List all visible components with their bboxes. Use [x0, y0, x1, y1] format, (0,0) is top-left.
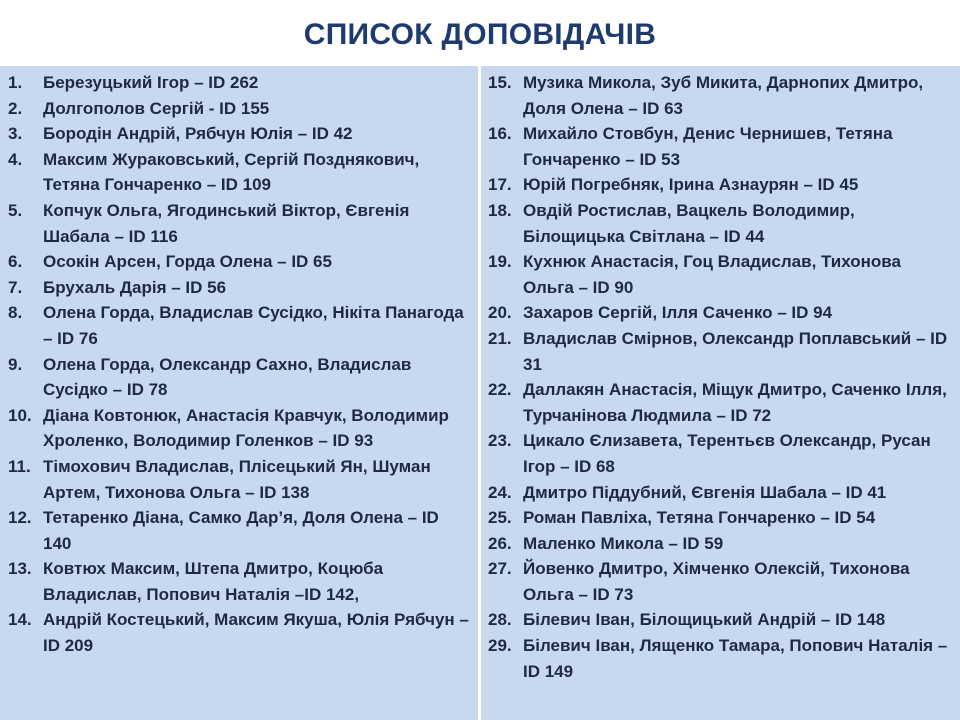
- item-speakers-text: Цикало Єлизавета, Терентьєв Олександр, Русан Ігор – ID 68: [523, 431, 931, 476]
- speaker-list-item: [8, 198, 470, 249]
- item-number: 13.: [8, 559, 32, 579]
- item-number: 7.: [8, 277, 23, 297]
- item-number: 26.: [488, 533, 512, 553]
- item-speakers-text: Дмитро Піддубний, Євгенія Шабала – ID 41: [523, 482, 887, 502]
- item-speakers-text: Брухаль Дарія – ID 56: [43, 277, 227, 297]
- item-number: 19.: [488, 252, 512, 272]
- speaker-list-item: [488, 300, 952, 326]
- item-number: 18.: [488, 200, 512, 220]
- item-speakers-text: Березуцький Ігор – ID 262: [43, 73, 259, 92]
- speaker-list-item: [488, 326, 952, 377]
- speaker-list-item: [8, 607, 470, 658]
- speaker-list-item: [488, 121, 952, 172]
- item-number: 12.: [8, 508, 32, 528]
- speaker-list-item: [488, 531, 952, 557]
- item-speakers-text: Михайло Стовбун, Денис Чернишев, Тетяна Гончаренко – ID 53: [523, 124, 893, 169]
- item-number: 17.: [488, 175, 512, 195]
- item-speakers-text: Діана Ковтонюк, Анастасія Кравчук, Володимир Хроленко, Володимир Голенков – ID 93: [43, 405, 449, 451]
- item-number: 15.: [488, 73, 512, 92]
- item-number: 27.: [488, 559, 512, 579]
- speaker-list-item: [8, 454, 470, 505]
- item-number: 28.: [488, 610, 512, 630]
- item-speakers-text: Юрій Погребняк, Ірина Азнаурян – ID 45: [523, 175, 859, 195]
- speaker-list-item: [8, 275, 470, 301]
- item-number: 5.: [8, 200, 23, 220]
- item-speakers-text: Овдій Ростислав, Вацкель Володимир, Білощицька Світлана – ID 44: [523, 200, 855, 246]
- item-number: 14.: [8, 610, 32, 630]
- speakers-list-right-column: [488, 70, 952, 684]
- item-number: 21.: [488, 328, 512, 348]
- item-speakers-text: Максим Жураковський, Сергій Позднякович, Тетяна Гончаренко – ID 109: [43, 149, 420, 195]
- item-number: 22.: [488, 380, 512, 400]
- speaker-list-item: [488, 249, 952, 300]
- speaker-list-item: [8, 352, 470, 403]
- item-number: 25.: [488, 508, 512, 528]
- item-speakers-text: Олена Горда, Олександр Сахно, Владислав Сусідко – ID 78: [43, 354, 412, 400]
- item-speakers-text: Маленко Микола – ID 59: [523, 533, 724, 553]
- item-number: 1.: [8, 73, 23, 92]
- speaker-list-item: [8, 300, 470, 351]
- item-speakers-text: Олена Горда, Владислав Сусідко, Нікіта Панагода – ID 76: [43, 303, 464, 348]
- item-number: 10.: [8, 405, 32, 425]
- item-speakers-text: Кухнюк Анастасія, Гоц Владислав, Тихонова Ольга – ID 90: [523, 252, 901, 297]
- speaker-list-item: [8, 249, 470, 275]
- item-speakers-text: Захаров Сергій, Ілля Саченко – ID 94: [523, 303, 833, 323]
- column-divider: [478, 66, 481, 720]
- item-number: 16.: [488, 124, 512, 144]
- speaker-list-item: [8, 121, 470, 147]
- page-title: СПИСОК ДОПОВІДАЧІВ: [303, 18, 657, 51]
- item-speakers-text: Ковтюх Максим, Штепа Дмитро, Коцюба Владислав, Попович Наталія –ID 142,: [43, 559, 384, 604]
- speaker-list-item: [488, 607, 952, 633]
- speaker-list-item: [8, 403, 470, 454]
- item-speakers-text: Осокін Арсен, Горда Олена – ID 65: [43, 252, 332, 272]
- speaker-list-item: [8, 96, 470, 122]
- speaker-list-item: [488, 556, 952, 607]
- speaker-list-item: [488, 633, 952, 684]
- item-speakers-text: Тімохович Владислав, Плісецький Ян, Шуман Артем, Тихонова Ольга – ID 138: [43, 456, 431, 502]
- speaker-list-item: [488, 70, 952, 121]
- item-number: 3.: [8, 124, 23, 144]
- speakers-list-panel: [0, 66, 960, 720]
- item-number: 23.: [488, 431, 512, 451]
- item-speakers-text: Музика Микола, Зуб Микита, Дарнопих Дмитро, Доля Олена – ID 63: [523, 73, 924, 118]
- speaker-list-item: [488, 198, 952, 249]
- speaker-list-item: [488, 428, 952, 479]
- item-number: 11.: [8, 456, 31, 476]
- speaker-list-item: [488, 480, 952, 506]
- speaker-list-item: [488, 377, 952, 428]
- item-number: 9.: [8, 354, 23, 374]
- speaker-list-item: [8, 556, 470, 607]
- speaker-list-item: [8, 70, 470, 96]
- item-number: 4.: [8, 149, 23, 169]
- item-speakers-text: Копчук Ольга, Ягодинський Віктор, Євгенія Шабала – ID 116: [43, 200, 410, 246]
- item-speakers-text: Йовенко Дмитро, Хімченко Олексій, Тихонова Ольга – ID 73: [523, 559, 910, 604]
- item-speakers-text: Владислав Смірнов, Олександр Поплавський – ID 31: [523, 328, 948, 374]
- speaker-list-item: [8, 505, 470, 556]
- item-speakers-text: Андрій Костецький, Максим Якуша, Юлія Рябчун – ID 209: [43, 610, 469, 656]
- item-number: 29.: [488, 636, 512, 656]
- item-speakers-text: Бородін Андрій, Рябчун Юлія – ID 42: [43, 124, 353, 144]
- speaker-list-item: [8, 147, 470, 198]
- item-number: 24.: [488, 482, 512, 502]
- item-speakers-text: Роман Павліха, Тетяна Гончаренко – ID 54: [523, 508, 876, 528]
- item-speakers-text: Долгополов Сергій - ID 155: [43, 98, 270, 118]
- item-speakers-text: Даллакян Анастасія, Міщук Дмитро, Саченко Ілля, Турчанінова Людмила – ID 72: [523, 380, 947, 425]
- speakers-list-left-column: [8, 70, 470, 659]
- speaker-list-item: [488, 505, 952, 531]
- item-number: 20.: [488, 303, 512, 323]
- speaker-list-item: [488, 172, 952, 198]
- item-number: 2.: [8, 98, 23, 118]
- item-speakers-text: Білевич Іван, Білощицький Андрій – ID 148: [523, 610, 886, 630]
- item-speakers-text: Тетаренко Діана, Самко Дар’я, Доля Олена – ID 140: [43, 508, 439, 553]
- item-speakers-text: Білевич Іван, Лященко Тамара, Попович Наталія – ID 149: [523, 636, 948, 681]
- item-number: 8.: [8, 303, 23, 323]
- item-number: 6.: [8, 252, 23, 272]
